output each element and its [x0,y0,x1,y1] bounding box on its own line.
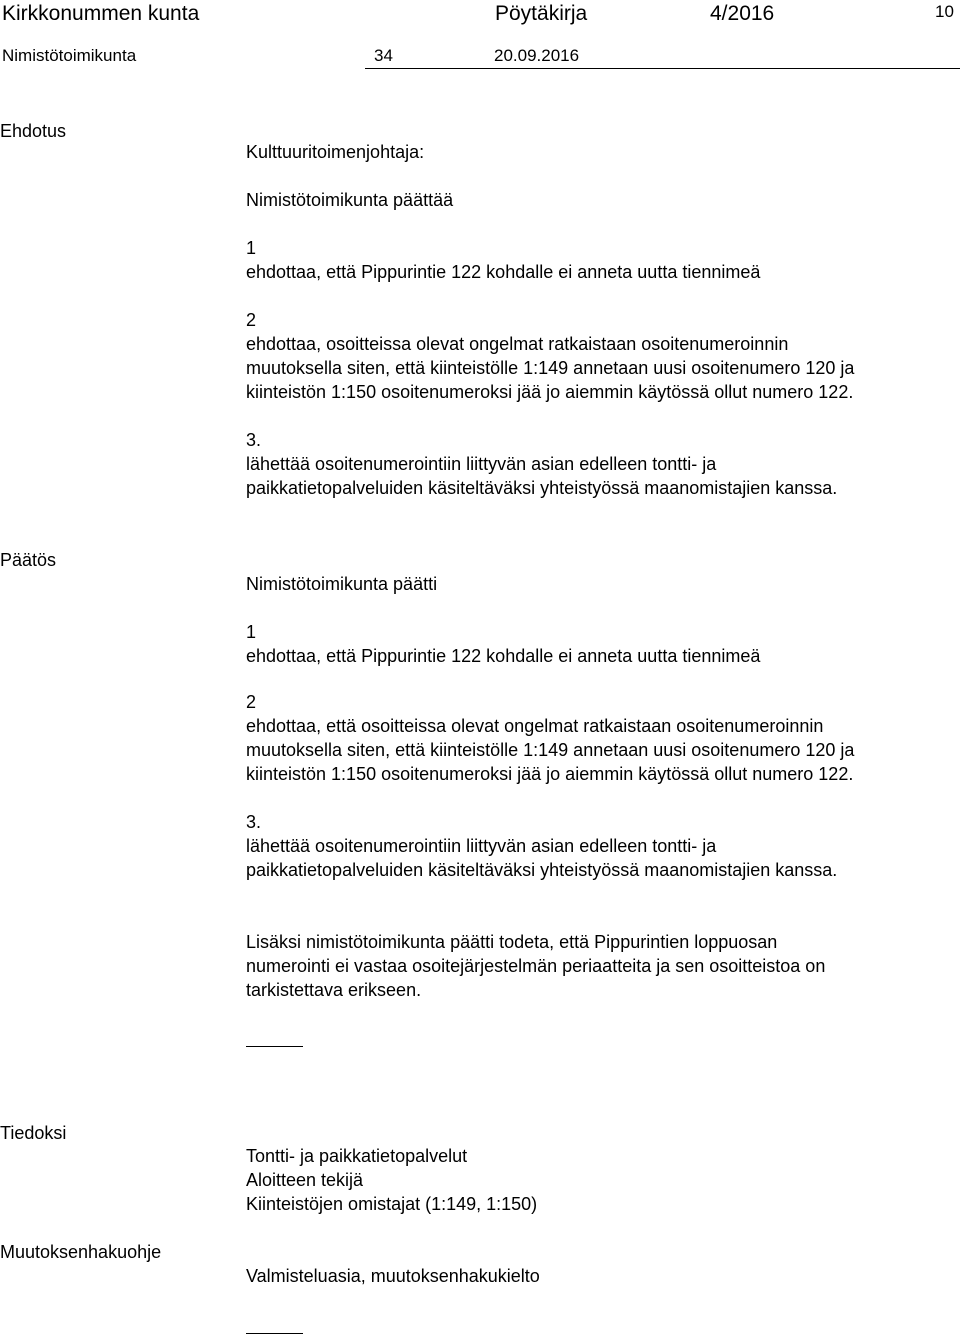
item-text: paikkatietopalveluiden käsiteltäväksi yhteistyössä maanomistajien kanssa. [246,860,838,880]
document-number: 4/2016 [710,2,775,25]
proposal-author: Kulttuuritoimenjohtaja: [246,142,425,162]
proposal-item-3 [246,428,951,500]
proposal-intro: Nimistötoimikunta päättää [246,190,454,210]
item-text: lähettää osoitenumerointiin liittyvän asian edelleen tontti- ja [246,836,717,856]
item-text: paikkatietopalveluiden käsiteltäväksi yhteistyössä maanomistajien kanssa. [246,478,838,498]
proposal-item-1 [246,236,951,284]
item-text: kiinteistön 1:150 osoitenumeroksi jää jo aiemmin käytössä ollut numero 122. [246,382,854,402]
proposal-label: Ehdotus [0,121,67,141]
distribution-label: Tiedoksi [0,1123,67,1143]
item-number: 1 [246,238,257,258]
item-text: kiinteistön 1:150 osoitenumeroksi jää jo aiemmin käytössä ollut numero 122. [246,764,854,784]
item-number: 2 [246,692,257,712]
distribution-list [246,1144,951,1216]
page-number: 10 [935,2,954,21]
item-text: ehdottaa, osoitteissa olevat ongelmat ratkaistaan osoitenumeroinnin [246,334,789,354]
item-text: ehdottaa, että osoitteissa olevat ongelmat ratkaistaan osoitenumeroinnin [246,716,824,736]
item-number: 2 [246,310,257,330]
document-type: Pöytäkirja [495,2,588,25]
list-item: Tontti- ja paikkatietopalvelut [246,1146,468,1166]
decision-additional: Lisäksi nimistötoimikunta päätti todeta, että Pippurintien loppuosan numerointi ei vastaa osoitejärjestelmän periaatteita ja sen osoitteistoa on tarkistettava erikseen. [246,932,826,1000]
appeal-text: Valmisteluasia, muutoksenhakukielto [246,1266,540,1286]
item-text: lähettää osoitenumerointiin liittyvän asian edelleen tontti- ja [246,454,717,474]
proposal-item-2 [246,308,951,404]
decision-item-1 [246,620,951,668]
appeal-label: Muutoksenhakuohje [0,1242,162,1262]
item-text: muutoksella siten, että kiinteistölle 1:149 annetaan uusi osoitenumero 120 ja [246,358,855,378]
item-text: ehdottaa, että Pippurintie 122 kohdalle ei anneta uutta tiennimeä [246,262,761,282]
list-item: Aloitteen tekijä [246,1170,364,1190]
footer-rule [246,1333,303,1334]
committee-name: Nimistötoimikunta [2,46,137,65]
section-number: 34 [374,46,393,65]
decision-item-3 [246,810,951,882]
decision-intro: Nimistötoimikunta päätti [246,574,438,594]
section-end-rule [246,1046,303,1047]
item-number: 1 [246,622,257,642]
item-number: 3. [246,430,262,450]
item-text: muutoksella siten, että kiinteistölle 1:149 annetaan uusi osoitenumero 120 ja [246,740,855,760]
meeting-date: 20.09.2016 [494,46,580,65]
decision-item-2 [246,690,951,786]
item-text: ehdottaa, että Pippurintie 122 kohdalle ei anneta uutta tiennimeä [246,646,761,666]
header-rule [365,68,960,69]
item-number: 3. [246,812,262,832]
municipality-name: Kirkkonummen kunta [2,2,200,25]
list-item: Kiinteistöjen omistajat (1:149, 1:150) [246,1194,538,1214]
decision-label: Päätös [0,550,57,570]
